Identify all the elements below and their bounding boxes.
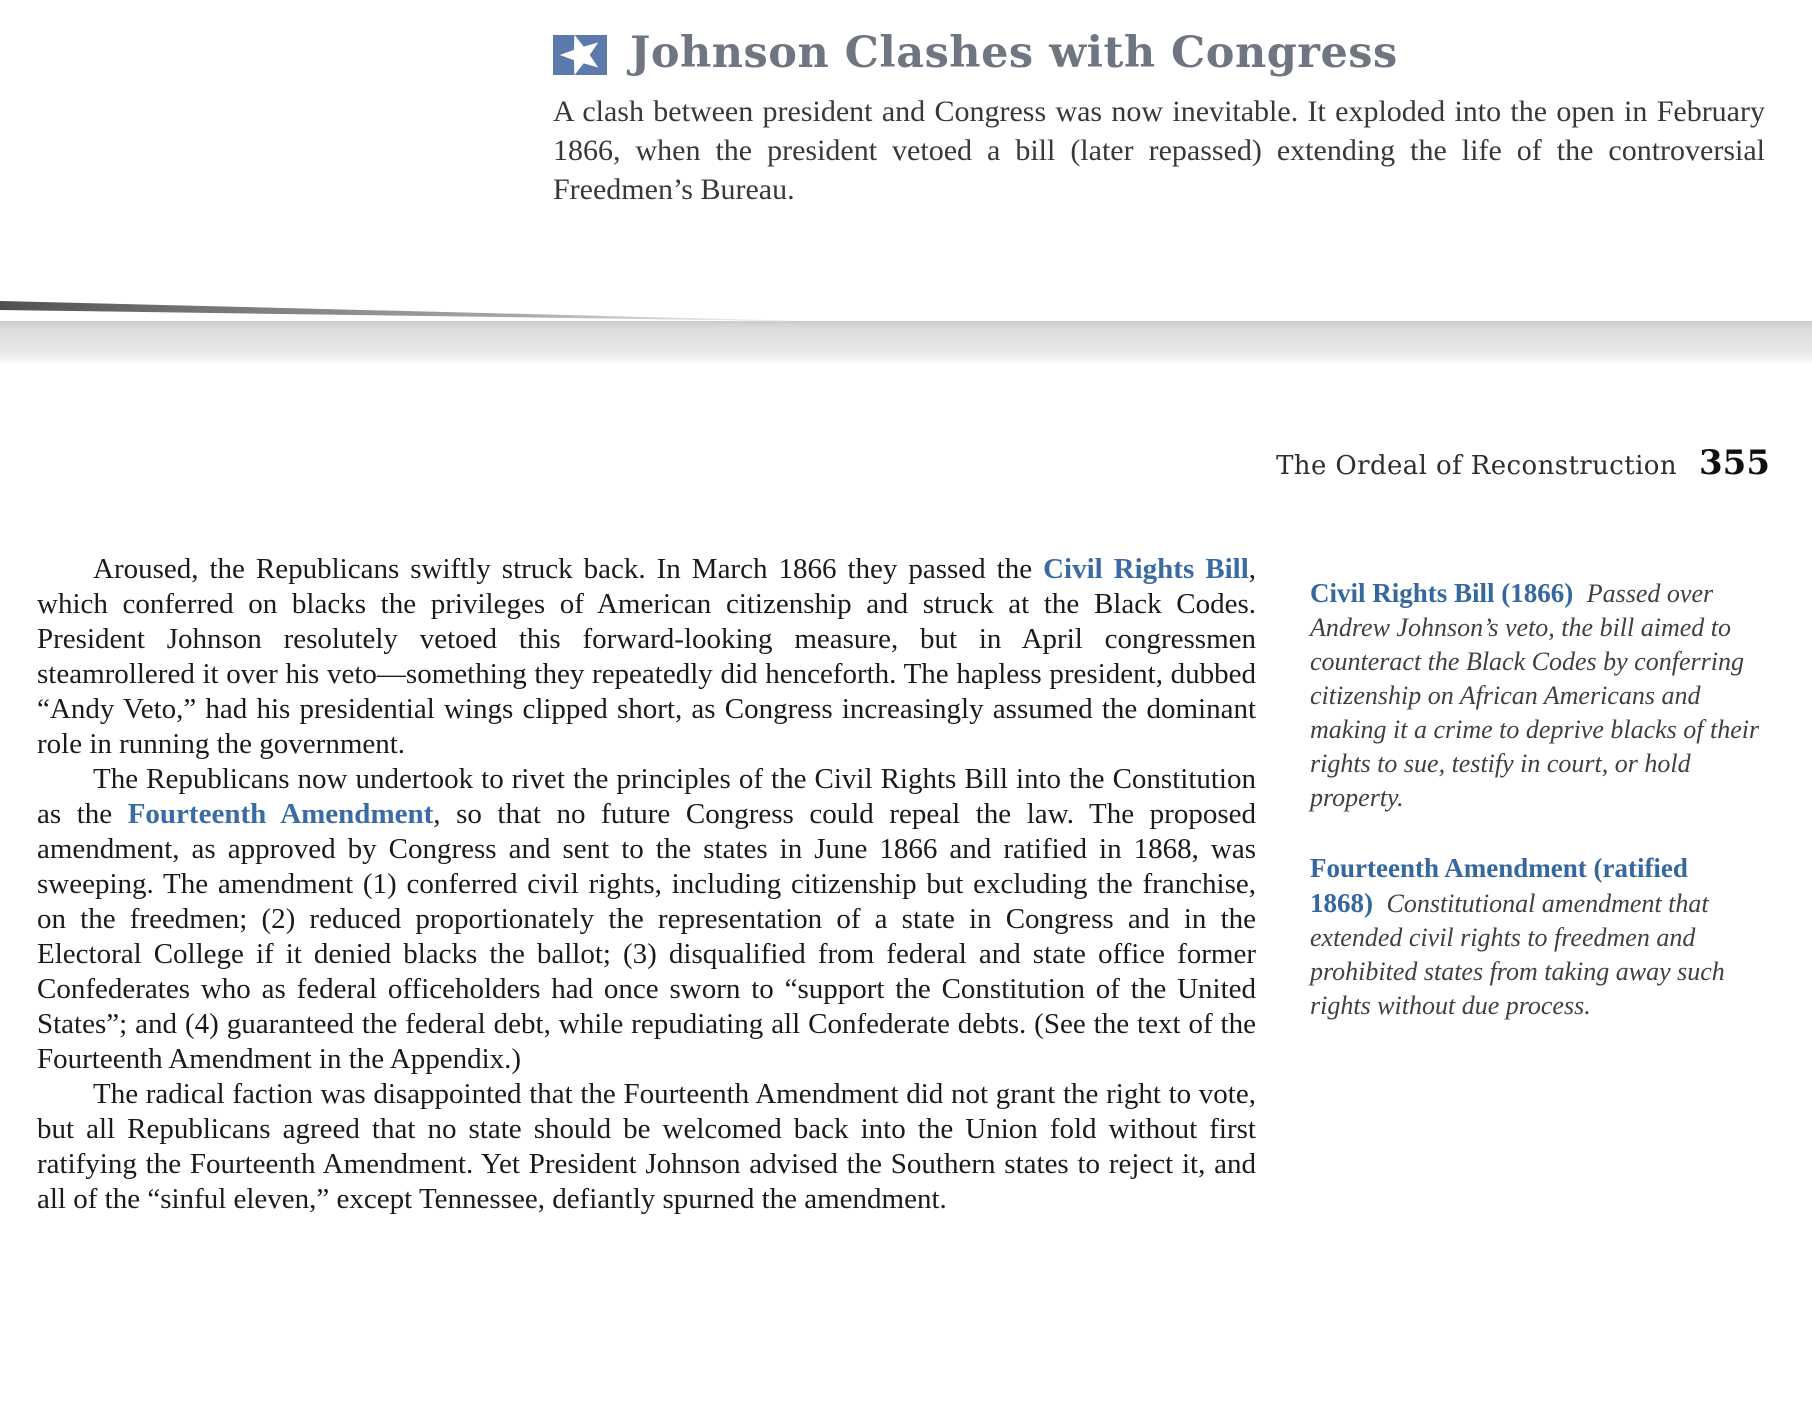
term-civil-rights-bill: Civil Rights Bill (1043, 553, 1249, 585)
star-icon (553, 35, 607, 75)
section-intro (553, 28, 1765, 209)
margin-note-term: Fourteenth Amendment (ratified 1868) (1310, 853, 1688, 918)
term-fourteenth-amendment: Fourteenth Amendment (127, 798, 434, 830)
paragraph-1-text: Aroused, the Republicans swiftly struck back. In March 1866 they passed the (93, 553, 1044, 585)
section-title: Johnson Clashes with Congress (630, 28, 1398, 78)
paragraph-2 (37, 762, 1256, 1077)
margin-note-term: Civil Rights Bill (1866) (1310, 578, 1574, 608)
paragraph-1 (37, 552, 1256, 762)
paragraph-2-text-cont: , so that no future Congress could repeal the law. The proposed amendment, as approved by Congress and sent to the states in June 1866 and ratified in 1868, was sweeping. The amendment (1) conferred civil rights, including citizenship but excluding the franchise, on the freedmen; (2) reduced proportionately the representation of a state in Congress and in the Electoral College if it denied blacks the ballot; (3) disqualified from federal and state office former Confederates who as federal officeholders had once sworn to “support the Constitution of the United States”; and (4) guaranteed the federal debt, while repudiating all Confederate debts. (See the text of the Fourteenth Amendment in the Appendix.) (37, 798, 1256, 1075)
paragraph-1-text-cont: , which conferred on blacks the privileges of American citizenship and struck at the Black Codes. President Johnson resolutely vetoed this forward-looking measure, but in April congressmen steamrollered it over his veto—something they repeatedly did henceforth. The hapless president, dubbed “Andy Veto,” had his presidential wings clipped short, as Congress increasingly assumed the dominant role in running the government. (37, 553, 1257, 760)
margin-note-civil-rights-bill (1310, 576, 1768, 815)
margin-note-definition: Constitutional amendment that extended civil rights to freedmen and prohibited states from taking away such rights without due process. (1310, 889, 1725, 1020)
paragraph-2-text: The Republicans now undertook to rivet the principles of the Civil Rights Bill into the Constitution as the (37, 763, 1256, 830)
scanner-band (0, 321, 1812, 365)
running-head (1276, 443, 1770, 483)
body-text-column (37, 552, 1256, 1217)
margin-notes-column (1310, 576, 1768, 1059)
paragraph-3 (37, 1077, 1256, 1217)
running-head-title: The Ordeal of Reconstruction (1276, 451, 1678, 481)
section-intro-paragraph: A clash between president and Congress was now inevitable. It exploded into the open in February 1866, when the president vetoed a bill (later repassed) extending the life of the controversial Freedmen’s Bureau. (553, 95, 1765, 206)
paragraph-3-text: The radical faction was disappointed that the Fourteenth Amendment did not grant the right to vote, but all Republicans agreed that no state should be welcomed back into the Union fold without first ratifying the Fourteenth Amendment. Yet President Johnson advised the Southern states to reject it, and all of the “sinful eleven,” except Tennessee, defiantly spurned the amendment. (37, 1078, 1256, 1215)
margin-note-fourteenth-amendment (1310, 851, 1768, 1023)
section-heading-row (553, 28, 1765, 78)
margin-note-definition: Passed over Andrew Johnson’s veto, the bill aimed to counteract the Black Codes by conferring citizenship on African Americans and making it a crime to deprive blacks of their rights to sue, testify in court, or hold property. (1310, 579, 1760, 812)
page-number: 355 (1699, 443, 1770, 483)
